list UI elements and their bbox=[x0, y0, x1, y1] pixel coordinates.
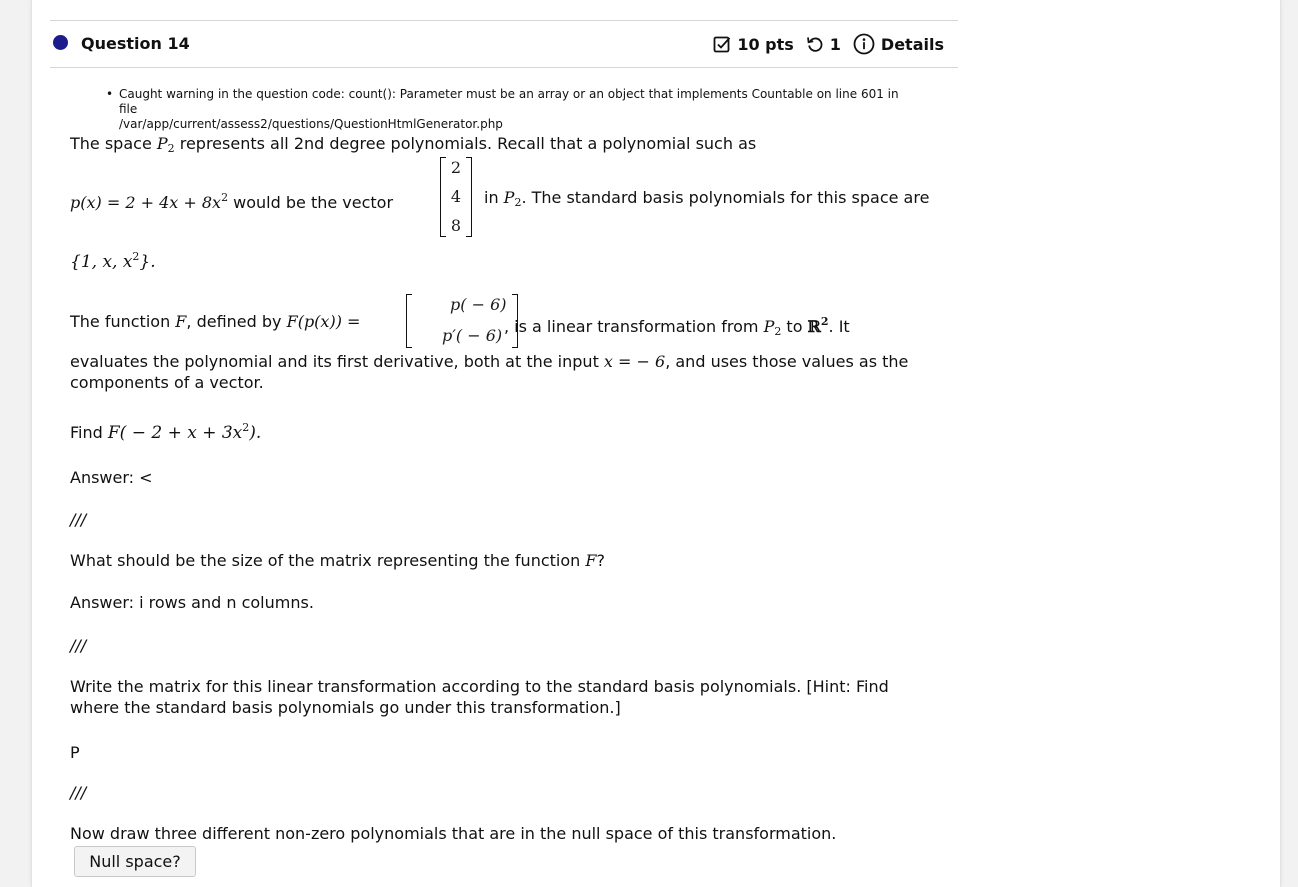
intro-line-2b: in $P_2$. The standard basis polynomials for this space are bbox=[484, 188, 930, 209]
header-divider-bottom bbox=[50, 67, 958, 68]
retry-icon bbox=[806, 35, 824, 53]
vector-entry: 8 bbox=[450, 216, 462, 235]
bullet-icon: • bbox=[106, 87, 114, 101]
question-meta bbox=[713, 33, 944, 55]
vector-entry: 2 bbox=[450, 158, 462, 177]
vector-entry-top: p( − 6) bbox=[450, 295, 507, 314]
function-def-line-2: evaluates the polynomial and its first derivative, both at the input x = − 6, and uses those values as the bbox=[70, 352, 909, 371]
separator-1: /// bbox=[70, 510, 87, 529]
checkbox-icon bbox=[713, 35, 731, 53]
poly-example: $p(x) = 2 + 4x + 8x^2$ bbox=[70, 191, 229, 212]
answer-2: Answer: i rows and n columns. bbox=[70, 593, 314, 612]
space-symbol: $P_2$ bbox=[156, 134, 175, 155]
function-def-line-3: components of a vector. bbox=[70, 373, 264, 392]
size-question: What should be the size of the matrix representing the function F? bbox=[70, 551, 605, 570]
find-prompt: Find $F( - 2 + x + 3x^2)$. bbox=[70, 421, 262, 443]
vector-entry: 4 bbox=[450, 187, 462, 206]
function-vector bbox=[404, 292, 520, 350]
warning-line-1: Caught warning in the question code: count(): Parameter must be an array or an object that implements Countable on line 601 in file bbox=[119, 87, 899, 116]
warning-message bbox=[106, 87, 919, 132]
question-status-dot bbox=[53, 35, 68, 50]
matrix-question-line-2: where the standard basis polynomials go under this transformation.] bbox=[70, 698, 621, 717]
separator-3: /// bbox=[70, 783, 87, 802]
info-icon[interactable] bbox=[853, 33, 875, 55]
vector-entry-bottom: p′( − 6) bbox=[442, 326, 503, 345]
attempts-count: 1 bbox=[829, 34, 841, 54]
warning-line-2: /var/app/current/assess2/questions/QuestionHtmlGenerator.php bbox=[119, 117, 503, 131]
basis-set: {1, x, $x^2$}. bbox=[70, 250, 156, 272]
null-space-question: Now draw three different non-zero polynomials that are in the null space of this transformation. bbox=[70, 824, 837, 843]
points-label: 10 pts bbox=[737, 34, 794, 54]
question-title: Question 14 bbox=[81, 34, 190, 53]
function-def-line-1b: , is a linear transformation from $P_2$ to ℝ$^2$. It bbox=[504, 315, 850, 338]
null-space-button[interactable]: Null space? bbox=[74, 846, 196, 877]
answer-1: Answer: < bbox=[70, 468, 153, 487]
p-text: P bbox=[70, 743, 80, 762]
intro-line-2: $p(x) = 2 + 4x + 8x^2$ would be the vector bbox=[70, 191, 394, 212]
example-vector bbox=[438, 155, 474, 239]
separator-2: /// bbox=[70, 636, 87, 655]
details-link[interactable]: Details bbox=[880, 34, 944, 54]
header-divider-top bbox=[50, 20, 958, 21]
matrix-question-line-1: Write the matrix for this linear transformation according to the standard basis polynomials. [Hint: Find bbox=[70, 677, 889, 696]
question-card bbox=[31, 0, 1281, 887]
function-def-line-1: The function F, defined by F(p(x)) = bbox=[70, 312, 361, 331]
intro-line-1: The space $P_2$ represents all 2nd degree polynomials. Recall that a polynomial such as bbox=[70, 134, 757, 155]
function-expr: F(p(x)) = bbox=[286, 312, 361, 331]
